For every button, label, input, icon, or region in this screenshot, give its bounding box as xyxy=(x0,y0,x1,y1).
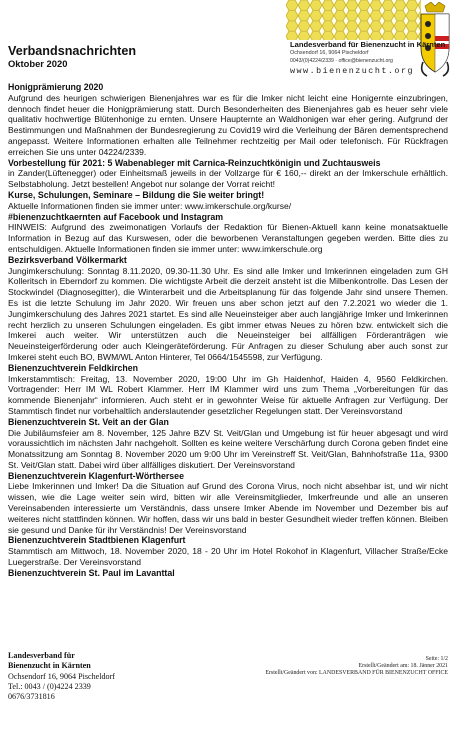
section-text: Liebe Imkerinnen und Imker! Da die Situation auf Grund des Corona Virus, noch nicht absehbar ist, und wir nicht wissen, wie die Lage weiter sein wird, bitten wir alle Vereinsmitglieder, Imkerfreunde und alle an unseren Vereinsabenden interessierte um Verständnis, dass unsere Imker Abende im November und Dezember bis auf weiteres nicht stattfinden können. Wir hoffen, dass wir uns bald in bester Gesundheit wieder treffen können. Bleiben sie gesund und Danke für ihr Verständnis! Der Vereinsvorstand xyxy=(8,481,448,535)
logo-website: www.bienenzucht.org xyxy=(290,66,414,76)
section-text: Aufgrund des heurigen schwierigen Bienenjahres war es für die Imker nicht leicht eine Honigernte einzubringen, dennoch findet heuer die Honigprämierung statt. Durch Besonderheiten des Bienenjahres gab es heuer sehr viele qualitativ hochwertige Blütenhonige zu ernten. Unsere Haupternte an Waldhonigen war eher gering. Aufgrund der Bestimmungen und Maßnahmen der Bundesregierung zu Covid19 wird die Verleihung der Bären dementsprechend angepasst. Weitere Informationen erhalten alle Teilnehmer rechtzeitig per Mail oder telefonisch. Für Rückfragen erreichen Sie uns unter 04224/2339. xyxy=(8,92,448,157)
footer-org-line2: Bienenzucht in Kärnten xyxy=(8,661,91,671)
section-text: Die Jubiläumsfeier am 8. November, 125 Jahre BZV St. Veit/Glan und Umgebung ist für heuer abgesagt und wird voraussichtlich im nächsten Jahr nachgeholt. Sollten es keine weitere Verschärfung durch Corona geben findet eine Monatssitzung am Sonntag 8. November 2020 um 9:00 Uhr im Vereinstreff St. Veit/Glan, Bahnhofstraße 11a, 9300 St. Veit/Glan statt. Dabei wird über allfälliges diskutiert. Der Vereinsvorstand xyxy=(8,427,448,470)
footer-mobile: 0676/3731816 xyxy=(8,692,55,702)
section-heading: Bezirksverband Völkermarkt xyxy=(8,254,127,265)
section-text: Stammtisch am Mittwoch, 18. November 2020, 18 - 20 Uhr im Hotel Rokohof in Klagenfurt, Villacher Straße/Ecke Luegerstraße. Der Vereinsvorstand xyxy=(8,546,448,568)
footer-meta xyxy=(248,656,448,678)
logo-contact: 0043/(0)4224/2339 · office@bienenzucht.org xyxy=(290,58,393,64)
courses-link[interactable]: Aktuelle Informationen finden sie immer unter: www.imkerschule.org/kurse/ xyxy=(8,200,292,211)
section-text: HINWEIS: Aufgrund des zweimonatigen Vorlaufs der Redaktion für Bienen-Aktuell kann keine monatsaktuelle Information in Bezug auf das Kurswesen, oder die beworbenen Veranstaltungen gegeben werden. Bitte dies zu entschuldigen. Aktuelle Informationen finden sie immer unter: www.imkerschule.org xyxy=(8,222,448,254)
created-date: Erstellt/Geändert am: 18. Jänner 2021 xyxy=(358,663,448,670)
section-heading: Honigprämierung 2020 xyxy=(8,82,104,92)
section-heading: #bienenzuchtkaernten auf Facebook und Instagram xyxy=(8,211,224,222)
section-heading: Bienenzuchtverein Klagenfurt-Wörthersee xyxy=(8,470,184,481)
section-heading: Bienenzuchtverein Feldkirchen xyxy=(8,362,139,373)
section-heading: Kurse, Schulungen, Seminare – Bildung die Sie weiter bringt! xyxy=(8,189,265,200)
footer-address xyxy=(8,651,178,702)
logo-address: Ochsendorf 16, 9064 Pischeldorf xyxy=(290,50,369,56)
newsletter-body xyxy=(8,82,448,579)
footer-org-line1: Landesverband für xyxy=(8,651,75,660)
section-heading: Bienenzuchtverein St. Paul im Lavanttal xyxy=(8,567,175,578)
logo-name: Landesverband für Bienenzucht in Kärnten xyxy=(290,40,446,49)
created-by: Erstellt/Geändert von: LANDESVERBAND FÜR BIENENZUCHT OFFICE xyxy=(265,670,448,677)
page-title: Verbandsnachrichten xyxy=(8,44,137,58)
section-text: Imkerstammtisch: Freitag, 13. November 2020, 19:00 Uhr im Gh Haidenhof, Haiden 4, 9560 Feldkirchen. Vortragender: Herr IM WL Robert Klammer. Herr IM Klammer wird uns zum Thema „Vorbereitungen für das kommende Bienenjahr“ informieren. Auch steht er in gewohnter Weise für aktuelle Anfragen zur Verfügung. Der Stammtisch findet nur vorbehaltlich anderslautender gesetzlicher Regelungen statt. Der Vereinsvorstand xyxy=(8,373,448,416)
honeycomb-graphic xyxy=(286,0,421,40)
section-text: Jungimkerschulung: Sonntag 8.11.2020, 09.30-11.30 Uhr. Es sind alle Imker und Imkerinnen eingeladen zum GH Kolleritsch in Eberndorf zu kommen. Die wichtigste Arbeit die derzeit ansteht ist die Milbenkontrolle. Das Lesen der Stockwindel (Diagnosegitter), die Winterarbeit und die Arbeitsplanung für das folgende Jahr sind unsere Themen. Es ist die letzte Schulung im Jahr 2020. Wir freuen uns aber schon jetzt auf den 7.2.2021 wo wieder die 1. Jungimkerschulung des Jahres 2021 startet. Es sind alle Neueinsteiger aber auch langjährige Imker und Imkerinnen recht herzlich zu unseren Schulungen eingeladen. Es gibt immer etwas Neues zu hören bzw. entwickelt sich die Imkerei auch weiter. Wir unterstützen auch die Neueinsteiger bei allfälligen Förderanträgen wie Neueinsteigerförderung oder auch Kleingeräteförderung. Für Anfragen zu dieser Schulung aber auch sonst zur Imkerei steht euch BO, BWM/WL Anton Hinterer, Tel 0664/1545598, zur Verfügung. xyxy=(8,265,448,362)
section-heading: Bienenzuchtverein St. Veit an der Glan xyxy=(8,416,169,427)
section-heading: Vorbestellung für 2021: 5 Wabenableger mit Carnica-Reinzuchtkönigin und Zuchtausweis xyxy=(8,157,381,168)
association-logo xyxy=(286,0,454,88)
footer-tel: Tel.: 0043 / (0)4224 2339 xyxy=(8,681,91,691)
section-text: in Zander(Lüftenegger) oder Einheitsmaß jeweils in der Vollzarge für € 160,-- direkt an der Imkerschule erhältlich. Selbstabholung. Jetzt bestellen! Angebot nur solange der Vorrat reicht! xyxy=(8,168,448,190)
footer-street: Ochsendorf 16, 9064 Pischeldorf xyxy=(8,671,115,681)
page-number: Seite: 1/2 xyxy=(425,656,448,662)
section-heading: Bienenzuchtverein Stadtbienen Klagenfurt xyxy=(8,535,186,546)
page-subtitle: Oktober 2020 xyxy=(8,58,68,69)
